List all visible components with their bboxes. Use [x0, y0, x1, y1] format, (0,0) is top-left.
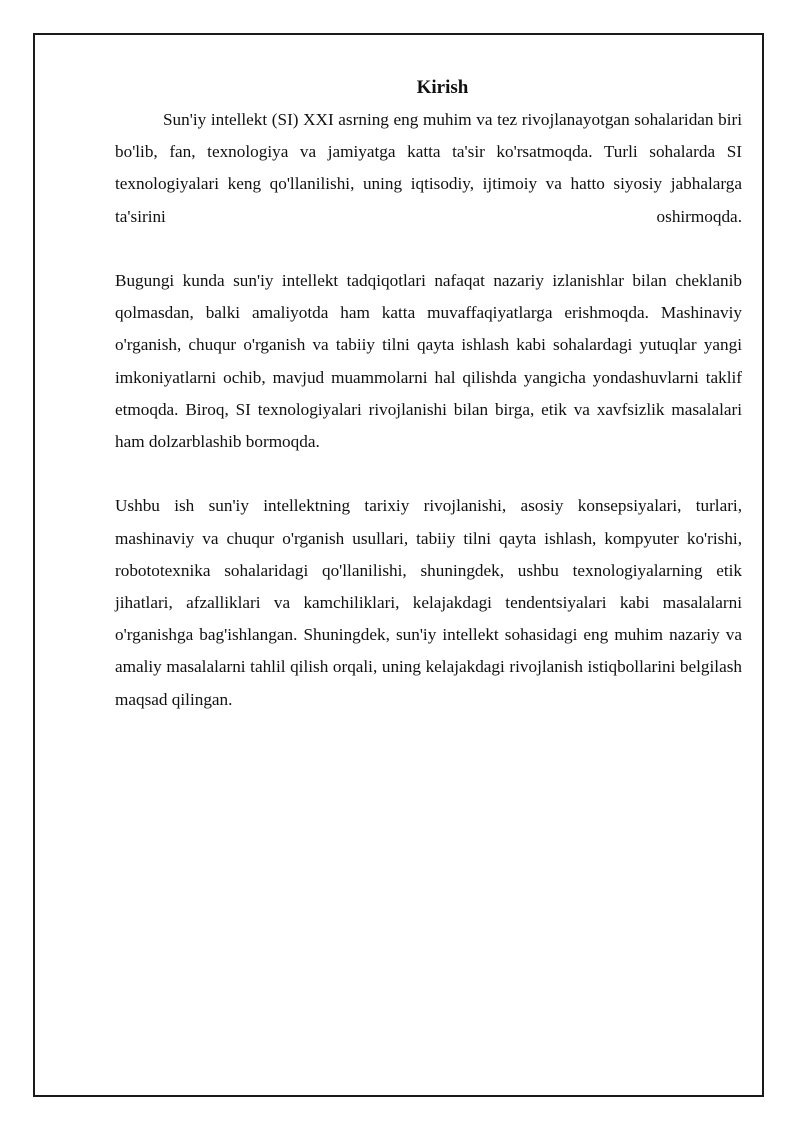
- page-title: Kirish: [416, 77, 469, 98]
- paragraph-gap: [115, 233, 742, 265]
- paragraph-intro: Sun'iy intellekt (SI) XXI asrning eng muhim va tez rivojlanayotgan sohalaridan biri bo'lib, fan, texnologiya va jamiyatga katta ta'sir ko'rsatmoqda. Turli sohalarda SI texnologiyalari keng qo'llanilishi, uning iqtisodiy, ijtimoiy va hatto siyosiy jabhalarga ta'sirini oshirmoqda.: [115, 110, 742, 226]
- document-body: [115, 72, 742, 716]
- paragraph-research: Bugungi kunda sun'iy intellekt tadqiqotlari nafaqat nazariy izlanishlar bilan cheklanib qolmasdan, balki amaliyotda ham katta muvaffaqiyatlarga erishmoqda. Mashinaviy o'rganish, chuqur o'rganish va tabiiy tilni qayta ishlash kabi sohalardagi yutuqlar yangi imkoniyatlarni ochib, mavjud muammolarni hal qilishda yangicha yondashuvlarni taklif etmoqda. Biroq, SI texnologiyalari rivojlanishi bilan birga, etik va xavfsizlik masalalari ham dolzarblashib bormoqda.: [115, 271, 742, 452]
- paragraph-scope: Ushbu ish sun'iy intellektning tarixiy rivojlanishi, asosiy konsepsiyalari, turlari, mashinaviy va chuqur o'rganish usullari, tabiiy tilni qayta ishlash, kompyuter ko'rishi, robototexnika sohalaridagi qo'llanilishi, shuningdek, ushbu texnologiyalarning etik jihatlari, afzalliklari va kamchiliklari, kelajakdagi tendentsiyalari kabi masalalarni o'rganishga bag'ishlangan. Shuningdek, sun'iy intellekt sohasidagi eng muhim nazariy va amaliy masalalarni tahlil qilish orqali, uning kelajakdagi rivojlanish istiqbollarini belgilash maqsad qilingan.: [115, 496, 742, 709]
- paragraph-gap: [115, 458, 742, 490]
